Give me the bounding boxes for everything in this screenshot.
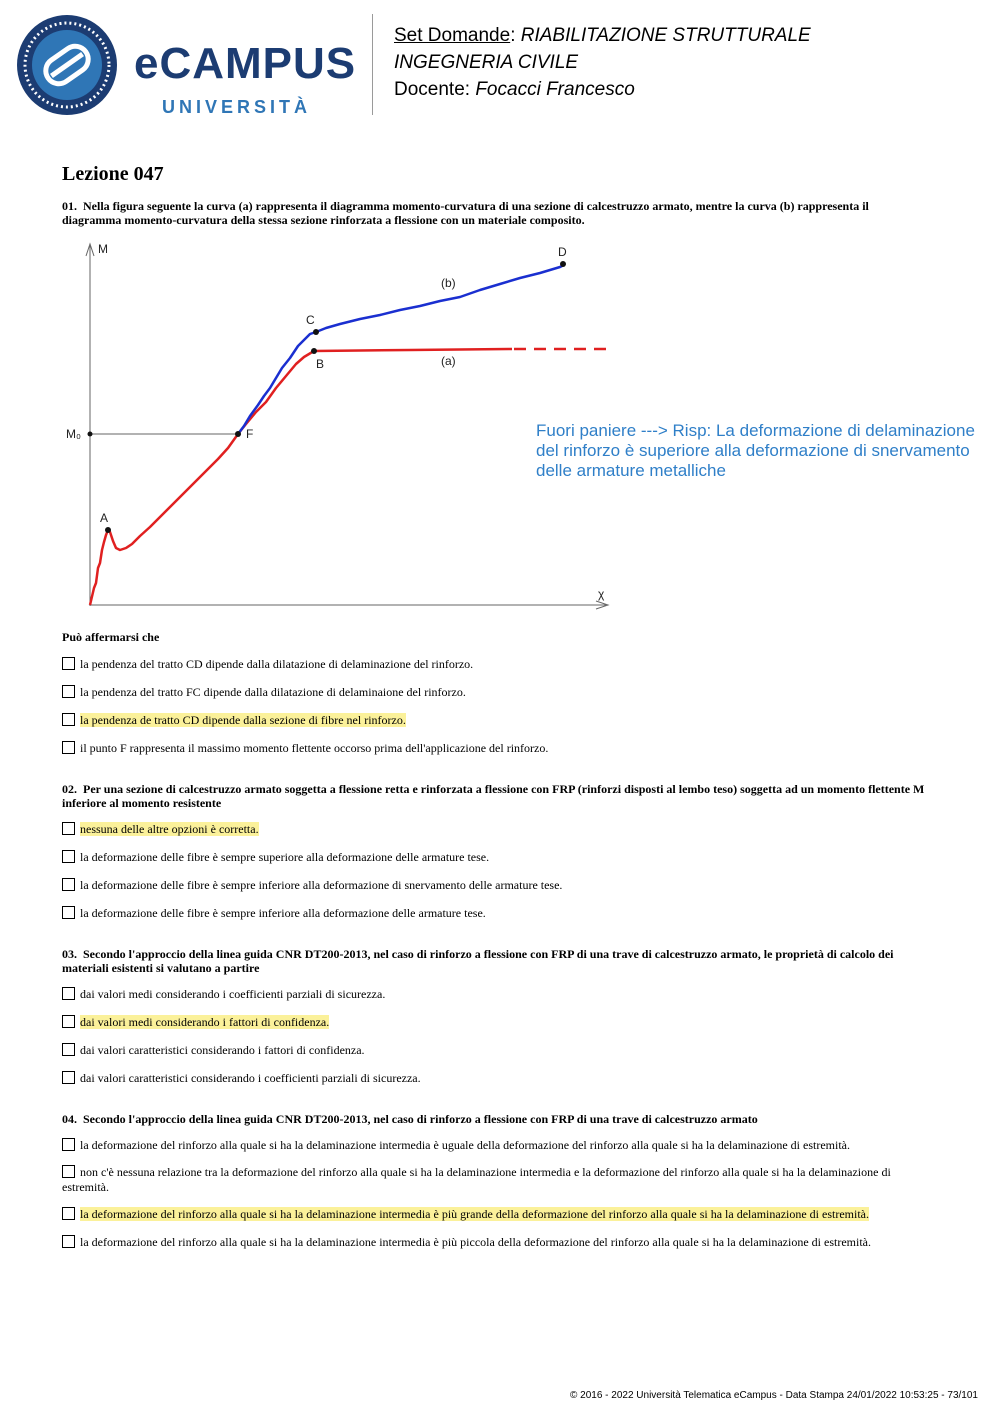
point-f bbox=[235, 431, 241, 437]
option[interactable] bbox=[62, 1138, 928, 1153]
question-title bbox=[62, 1112, 928, 1126]
option-checkbox[interactable] bbox=[62, 822, 75, 835]
question-title bbox=[62, 947, 928, 975]
option-checkbox[interactable] bbox=[62, 1071, 75, 1084]
question-01 bbox=[62, 199, 928, 227]
option-checkbox[interactable] bbox=[62, 741, 75, 754]
option-checkbox[interactable] bbox=[62, 1235, 75, 1248]
option-checkbox[interactable] bbox=[62, 906, 75, 919]
lesson-title: Lezione 047 bbox=[62, 163, 164, 185]
set-line: Set Domande: RIABILITAZIONE STRUTTURALE bbox=[394, 25, 811, 46]
point-d bbox=[560, 261, 566, 267]
option-text: la deformazione del rinforzo alla quale si ha la delaminazione intermedia è uguale della deformazione del rinforzo alla quale si ha la delaminazione di estremità. bbox=[80, 1138, 850, 1152]
point-a bbox=[105, 527, 111, 533]
option-checkbox[interactable] bbox=[62, 657, 75, 670]
curve-a bbox=[90, 349, 512, 605]
question-number: 04. bbox=[62, 1112, 77, 1126]
question-02 bbox=[62, 782, 928, 921]
page-header bbox=[0, 0, 1000, 130]
question-text: Per una sezione di calcestruzzo armato soggetta a flessione retta e rinforzata a flessione con FRP (rinforzi disposti al lembo teso) soggetta ad un momento flettente M inferiore al momento resistente bbox=[62, 782, 925, 810]
option-text-highlighted: la pendenza de tratto CD dipende dalla sezione di fibre nel rinforzo. bbox=[80, 713, 406, 727]
logo-subtitle: UNIVERSITÀ bbox=[162, 97, 312, 117]
point-d-label: D bbox=[558, 245, 567, 259]
option-checkbox[interactable] bbox=[62, 1138, 75, 1151]
point-c-label: C bbox=[306, 313, 315, 327]
option-text-highlighted: la deformazione del rinforzo alla quale si ha la delaminazione intermedia è più grande della deformazione del rinforzo alla quale si ha la delaminazione di estremità. bbox=[80, 1207, 869, 1221]
course-line bbox=[394, 49, 811, 76]
option-checkbox[interactable] bbox=[62, 878, 75, 891]
option-checkbox[interactable] bbox=[62, 1165, 75, 1178]
m0-label: M₀ bbox=[66, 427, 81, 441]
option[interactable] bbox=[62, 987, 928, 1002]
option-checkbox[interactable] bbox=[62, 987, 75, 1000]
header-divider bbox=[372, 14, 373, 115]
course-name: INGEGNERIA CIVILE bbox=[394, 52, 579, 73]
option[interactable] bbox=[62, 850, 928, 865]
option-text: il punto F rappresenta il massimo momento flettente occorso prima dell'applicazione del rinforzo. bbox=[80, 741, 549, 755]
option-text: la deformazione delle fibre è sempre inferiore alla deformazione delle armature tese. bbox=[80, 906, 486, 920]
question-text: Secondo l'approccio della linea guida CNR DT200-2013, nel caso di rinforzo a flessione con FRP di una trave di calcestruzzo armato bbox=[83, 1112, 758, 1126]
question-03 bbox=[62, 947, 928, 1086]
option[interactable] bbox=[62, 1235, 928, 1250]
question-04 bbox=[62, 1112, 928, 1250]
option[interactable] bbox=[62, 657, 928, 672]
question-01-options bbox=[62, 657, 928, 756]
x-axis-label: χ bbox=[598, 587, 605, 601]
question-number: 02. bbox=[62, 782, 77, 796]
question-number: 01. bbox=[62, 199, 77, 213]
option-checkbox[interactable] bbox=[62, 685, 75, 698]
option[interactable] bbox=[62, 878, 928, 893]
option-text: la deformazione delle fibre è sempre superiore alla deformazione delle armature tese. bbox=[80, 850, 490, 864]
option[interactable] bbox=[62, 1071, 928, 1086]
option-correct[interactable] bbox=[62, 1015, 928, 1030]
ecampus-emblem-icon bbox=[14, 12, 124, 118]
option-text-highlighted: dai valori medi considerando i fattori di confidenza. bbox=[80, 1015, 330, 1029]
point-a-label: A bbox=[100, 511, 109, 525]
option-checkbox[interactable] bbox=[62, 1043, 75, 1056]
teacher-name: Focacci Francesco bbox=[475, 79, 635, 100]
header-info bbox=[394, 22, 811, 103]
option-text: la deformazione del rinforzo alla quale si ha la delaminazione intermedia è più piccola della deformazione del rinforzo alla quale si ha la delaminazione di estremità. bbox=[80, 1235, 871, 1249]
question-title bbox=[62, 782, 928, 810]
option-text: dai valori caratteristici considerando i coefficienti parziali di sicurezza. bbox=[80, 1071, 421, 1085]
question-text: Nella figura seguente la curva (a) rappresenta il diagramma momento-curvatura di una sezione di calcestruzzo armato, mentre la curva (b) rappresenta il diagramma momento-curvatura della stessa sezione rinforzata a flessione con un materiale composito. bbox=[62, 199, 869, 227]
curve-b-label: (b) bbox=[441, 276, 456, 290]
option-text: non c'è nessuna relazione tra la deformazione del rinforzo alla quale si ha la delaminazione intermedia e la deformazione del rinforzo alla quale si ha la delaminazione di estremità. bbox=[62, 1165, 891, 1194]
page-footer: © 2016 - 2022 Università Telematica eCampus - Data Stampa 24/01/2022 10:53:25 - 73/101 bbox=[570, 1390, 978, 1401]
option-checkbox[interactable] bbox=[62, 713, 75, 726]
option-checkbox[interactable] bbox=[62, 1015, 75, 1028]
option-correct[interactable] bbox=[62, 713, 928, 728]
option-checkbox[interactable] bbox=[62, 1207, 75, 1220]
question-01-prompt: Può affermarsi che bbox=[62, 630, 160, 644]
point-f-label: F bbox=[246, 427, 254, 441]
option[interactable] bbox=[62, 1043, 928, 1058]
option[interactable] bbox=[62, 741, 928, 756]
option-checkbox[interactable] bbox=[62, 850, 75, 863]
y-axis-label: M bbox=[98, 242, 108, 256]
set-title: RIABILITAZIONE STRUTTURALE bbox=[520, 25, 811, 46]
option-text: dai valori medi considerando i coefficienti parziali di sicurezza. bbox=[80, 987, 386, 1001]
question-title bbox=[62, 199, 928, 227]
point-c bbox=[313, 329, 319, 335]
ecampus-logo bbox=[14, 12, 359, 118]
m0-point bbox=[88, 432, 93, 437]
question-number: 03. bbox=[62, 947, 77, 961]
option-text: la pendenza del tratto FC dipende dalla dilatazione di delaminaione del rinforzo. bbox=[80, 685, 466, 699]
off-syllabus-note: Fuori paniere ---> Risp: La deformazione di delaminazione del rinforzo è superiore alla deformazione di snervamento delle armature metalliche bbox=[536, 421, 975, 480]
teacher-label: Docente: bbox=[394, 79, 471, 100]
curve-a-label: (a) bbox=[441, 354, 456, 368]
option-text: dai valori caratteristici considerando i fattori di confidenza. bbox=[80, 1043, 365, 1057]
option-correct[interactable] bbox=[62, 1207, 928, 1222]
option-text: la pendenza del tratto CD dipende dalla dilatazione di delaminazione del rinforzo. bbox=[80, 657, 474, 671]
logo-wordmark: eCAMPUS bbox=[134, 39, 357, 88]
question-text: Secondo l'approccio della linea guida CNR DT200-2013, nel caso di rinforzo a flessione con FRP di una trave di calcestruzzo armato, le proprietà di calcolo dei materiali esistenti si valutano a partire bbox=[62, 947, 894, 975]
option[interactable] bbox=[62, 1165, 928, 1195]
set-label: Set Domande bbox=[394, 25, 511, 46]
option-text-highlighted: nessuna delle altre opzioni è corretta. bbox=[80, 822, 259, 836]
teacher-line bbox=[394, 76, 811, 103]
point-b-label: B bbox=[316, 357, 325, 371]
option-text: la deformazione delle fibre è sempre inferiore alla deformazione di snervamento delle armature tese. bbox=[80, 878, 563, 892]
option[interactable] bbox=[62, 906, 928, 921]
point-b bbox=[311, 348, 317, 354]
option[interactable] bbox=[62, 685, 928, 700]
option-correct[interactable] bbox=[62, 822, 928, 837]
